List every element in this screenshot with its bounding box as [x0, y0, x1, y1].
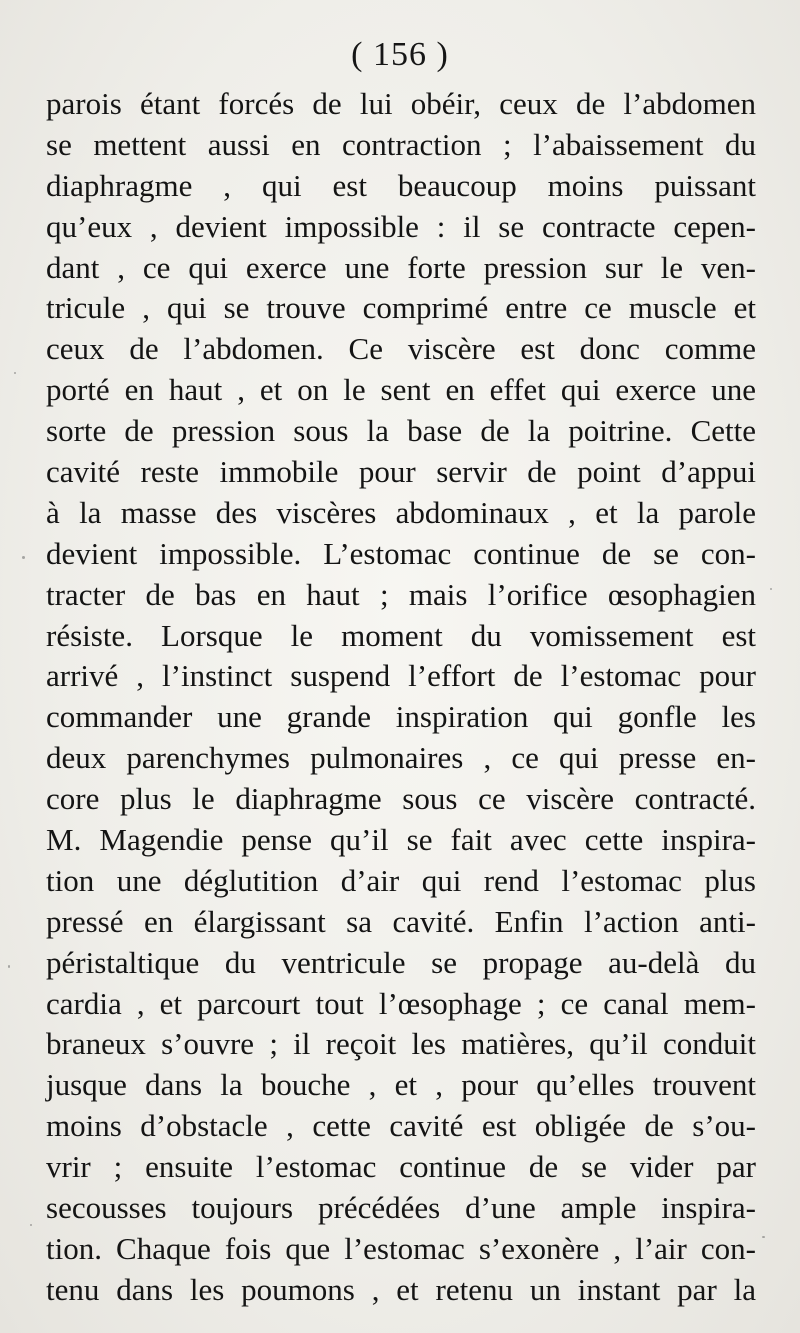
text-line: arrivé , l’instinct suspend l’effort de l’estomac pour	[46, 658, 756, 694]
text-line: M. Magendie pense qu’il se fait avec cette inspira-	[46, 822, 756, 858]
body-text	[46, 84, 756, 1311]
text-line: braneux s’ouvre ; il reçoit les matières, qu’il conduit	[46, 1026, 756, 1062]
text-line: tracter de bas en haut ; mais l’orifice œsophagien	[46, 576, 756, 612]
text-line: moins d’obstacle , cette cavité est obligée de s’ou-	[46, 1108, 756, 1144]
paper-speck	[30, 1224, 32, 1226]
text-line: péristaltique du ventricule se propage au-delà du	[46, 944, 756, 980]
text-line: se mettent aussi en contraction ; l’abaissement du	[46, 126, 756, 162]
text-line: jusque dans la bouche , et , pour qu’elles trouvent	[46, 1067, 756, 1103]
text-line: porté en haut , et on le sent en effet qui exerce une	[46, 372, 756, 408]
text-line: tricule , qui se trouve comprimé entre ce muscle et	[46, 290, 756, 326]
page-number: ( 156 )	[351, 36, 449, 73]
text-line: commander une grande inspiration qui gonfle les	[46, 699, 756, 735]
text-line: sorte de pression sous la base de la poitrine. Cette	[46, 413, 756, 449]
text-line: secousses toujours précédées d’une ample inspira-	[46, 1190, 756, 1226]
paper-speck	[770, 588, 772, 590]
paper-speck	[762, 1236, 765, 1238]
paper-speck	[14, 372, 16, 374]
text-line: qu’eux , devient impossible : il se contracte cepen-	[46, 208, 756, 244]
text-line: ceux de l’abdomen. Ce viscère est donc comme	[46, 331, 756, 367]
text-line: tenu dans les poumons , et retenu un instant par la	[46, 1271, 756, 1307]
text-line: vrir ; ensuite l’estomac continue de se vider par	[46, 1149, 756, 1185]
text-line: tion une déglutition d’air qui rend l’estomac plus	[46, 862, 756, 898]
text-line: devient impossible. L’estomac continue de se con-	[46, 535, 756, 571]
text-line: résiste. Lorsque le moment du vomissement est	[46, 617, 756, 653]
text-line: diaphragme , qui est beaucoup moins puissant	[46, 167, 756, 203]
text-line: cardia , et parcourt tout l’œsophage ; ce canal mem-	[46, 985, 756, 1021]
text-line: à la masse des viscères abdominaux , et la parole	[46, 494, 756, 530]
text-line: tion. Chaque fois que l’estomac s’exonère , l’air con-	[46, 1230, 756, 1266]
paper-speck	[22, 556, 25, 559]
text-line: core plus le diaphragme sous ce viscère contracté.	[46, 781, 756, 817]
text-line: pressé en élargissant sa cavité. Enfin l’action anti-	[46, 903, 756, 939]
text-line: parois étant forcés de lui obéir, ceux de l’abdomen	[46, 86, 756, 121]
text-line: dant , ce qui exerce une forte pression sur le ven-	[46, 249, 756, 285]
text-line: deux parenchymes pulmonaires , ce qui presse en-	[46, 740, 756, 776]
paper-speck	[8, 965, 10, 968]
text-line: cavité reste immobile pour servir de point d’appui	[46, 454, 756, 490]
